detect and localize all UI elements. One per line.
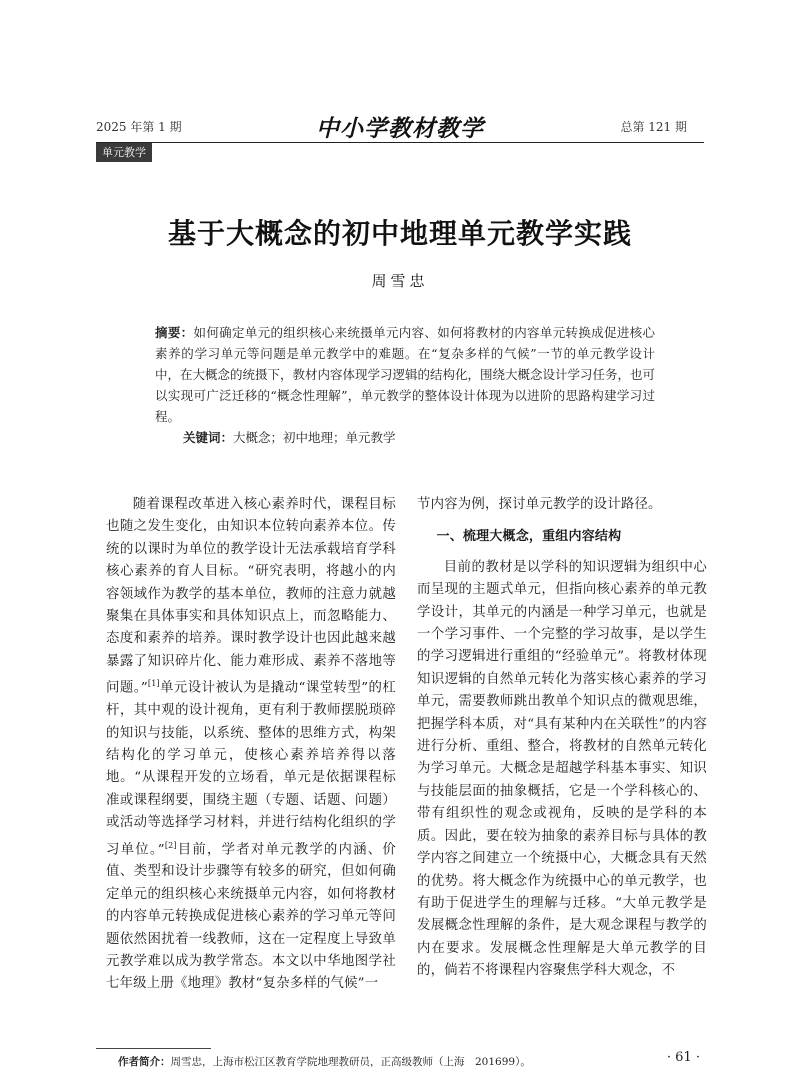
abstract-label: 摘要： xyxy=(155,325,194,340)
body-column-left xyxy=(106,494,396,996)
page-number: · 61 · xyxy=(666,1050,700,1065)
article-author: 周雪忠 xyxy=(371,272,429,290)
footnote-rule xyxy=(96,1048,211,1049)
section-tag: 单元教学 xyxy=(96,143,152,162)
citation-ref: [2] xyxy=(164,840,177,850)
body-paragraph: 目前的教材是以学科的知识逻辑为组织中心而呈现的主题式单元，但指向核心素养的单元教学设计，其单元的内涵是一种学习单元，也就是一个学习事件、一个完整的学习故事，是以学生的学习逻辑进行重组的“经验单元”。将教材体现知识逻辑的自然单元转化为落实核心素养的学习单元，需要教师跳出教单个知识点的微观思维，把握学科本质，对“具有某种内在关联性”的内容进行分析、重组、整合，将教材的自然单元转化为学习单元。大概念是超越学科基本事实、知识与技能层面的抽象概括，它是一个学科核心的、带有组织性的观念或视角，反映的是学科的本质。因此，要在较为抽象的素养目标与具体的教学内容之间建立一个统摄中心，大概念具有天然的优势。将大概念作为统摄中心的单元教学，也有助于促进学生的理解与迁移。“大单元教学是发展概念性理解的条件，是大观念课程与教学的内在要求。发展概念性理解是大单元教学的目的，倘若不将课程内容聚焦学科大观念，不 xyxy=(417,559,707,979)
author-note-text: 周雪忠，上海市松江区教育学院地理教研员，正高级教师（上海 201699）。 xyxy=(170,1056,531,1068)
abstract xyxy=(155,322,655,427)
body-text: 单元设计被认为是撬动“课堂转型”的杠杆，其中观的设计视角，更有利于教师摆脱琐碎的知识与技能，以系统、整体的思维方式，构架结构化的学习单元，使核心素养培养得以落地。“从课程开发的立场看，单元是依据课程标准或课程纲要，围绕主题（专题、话题、问题）或活动等选择学习材料，并进行结构化组织的学习单位。” xyxy=(106,680,396,858)
keywords-label: 关键词： xyxy=(183,430,234,445)
body-paragraph xyxy=(106,494,396,996)
body-column-right xyxy=(417,494,707,983)
body-text: 随着课程改革进入核心素养时代，课程目标也随之发生变化，由知识本位转向素养本位。传统的以课时为单位的教学设计无法承载培育学科核心素养的育人目标。“研究表明，将越小的内容领域作为教学的基本单位，教师的注意力就越聚集在具体事实和具体知识点上，而忽略能力、态度和素养的培养。课时教学设计也因此越来越暴露了知识碎片化、能力难形成、素养不落地等问题。” xyxy=(106,497,396,696)
total-issue-number: 总第 121 期 xyxy=(620,120,687,134)
body-text: 目前，学者对单元教学的内涵、价值、类型和设计步骤等有较多的研究，但如何确定单元的组织核心来统摄单元内容，如何将教材的内容单元转换成促进核心素养的学习单元等问题依然困扰着一线教师，这在一定程度上导致单元教学难以成为教学常态。本文以中华地图学社七年级上册《地理》教材“复杂多样的气候”一 xyxy=(106,842,396,992)
author-note xyxy=(118,1054,531,1069)
journal-logo: 中小学教材教学 xyxy=(316,115,484,142)
author-note-label: 作者简介： xyxy=(118,1056,171,1068)
header-rule xyxy=(96,142,704,143)
citation-ref: [1] xyxy=(147,679,160,689)
section-heading: 一、梳理大概念，重组内容结构 xyxy=(436,529,622,545)
keywords xyxy=(183,428,653,446)
article-title: 基于大概念的初中地理单元教学实践 xyxy=(167,217,632,250)
abstract-text: 如何确定单元的组织核心来统摄单元内容、如何将教材的内容单元转换成促进核心素养的学习单元等问题是单元教学中的难题。在“复杂多样的气候”一节的单元教学设计中，在大概念的统摄下，教材内容体现学习逻辑的结构化，围绕大概念设计学习任务，也可以实现可广泛迁移的“概念性理解”，单元教学的整体设计体现为以进阶的思路构建学习过程。 xyxy=(155,325,656,424)
keywords-text: 大概念；初中地理；单元教学 xyxy=(233,430,396,445)
issue-number: 2025 年第 1 期 xyxy=(96,120,182,134)
body-paragraph-continued: 节内容为例，探讨单元教学的设计路径。 xyxy=(417,497,662,512)
